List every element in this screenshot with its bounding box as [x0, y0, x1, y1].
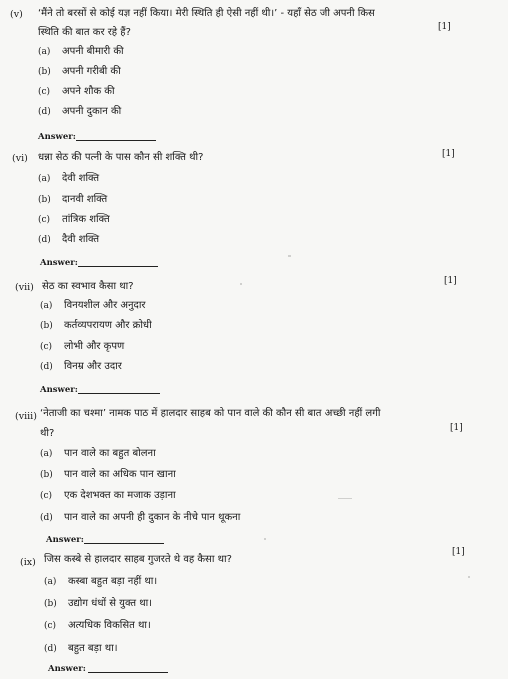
scan-speck	[338, 498, 352, 499]
option-label: (b)	[40, 470, 53, 480]
question-text-line1: जिस कस्बे से हालदार साहब गुजरते थे वह कैसा था?	[44, 554, 232, 565]
option-text: उद्योग धंधों से युक्त था।	[68, 598, 152, 609]
option-label: (b)	[40, 321, 53, 331]
question-number: (v)	[10, 9, 23, 20]
option-d[interactable]	[40, 359, 122, 375]
question-text-line1: धन्ना सेठ की पत्नी के पास कौन सी शक्ति थी?	[38, 152, 204, 163]
option-label: (a)	[38, 47, 51, 57]
option-label: (c)	[38, 215, 51, 225]
option-a[interactable]	[40, 298, 146, 314]
option-text: लोभी और कृपण	[64, 341, 125, 352]
option-label: (a)	[44, 577, 57, 587]
question-text-line1: ‘मैंने तो बरसों से कोई यज्ञ नहीं किया। मेरी स्थिति ही ऐसी नहीं थी।’ - यहाँ सेठ जी अपनी किस	[38, 8, 375, 19]
option-d[interactable]	[38, 232, 99, 248]
answer-line[interactable]	[88, 672, 168, 673]
option-c[interactable]	[40, 339, 124, 355]
scan-speck	[264, 538, 266, 540]
option-text: अपनी गरीबी की	[62, 66, 121, 77]
question-text-line1: ‘नेताजी का चश्मा’ नामक पाठ में हालदार साहब को पान वाले की कौन सी बात अच्छी नहीं लगी	[40, 408, 381, 419]
option-label: (b)	[38, 195, 51, 205]
scan-speck	[468, 576, 470, 578]
option-label: (c)	[40, 491, 53, 501]
scan-speck	[288, 255, 291, 257]
option-label: (d)	[38, 107, 51, 117]
option-text: विनम्र और उदार	[64, 361, 122, 372]
option-text: अत्यधिक विकसित था।	[68, 620, 151, 631]
marks-label: [1]	[438, 22, 451, 32]
question-text-line1: सेठ का स्वभाव कैसा था?	[42, 281, 134, 292]
option-label: (d)	[38, 235, 51, 245]
option-label: (c)	[38, 87, 51, 97]
option-text: पान वाले का अपनी ही दुकान के नीचे पान थूकना	[64, 512, 241, 523]
answer-line[interactable]	[78, 393, 160, 394]
option-text: तांत्रिक शक्ति	[62, 214, 110, 225]
question-text-line2: स्थिति की बात कर रहे हैं?	[38, 27, 131, 38]
option-b[interactable]	[38, 192, 107, 208]
option-b[interactable]	[44, 596, 152, 612]
option-a[interactable]	[44, 574, 157, 590]
question-number: (vi)	[12, 153, 28, 164]
answer-label: Answer:	[46, 535, 84, 545]
answer-line[interactable]	[76, 140, 156, 141]
option-text: कर्तव्यपरायण और क्रोधी	[64, 320, 152, 331]
question-text-line2: थी?	[40, 428, 55, 439]
option-label: (d)	[40, 362, 53, 372]
option-text: अपनी दुकान की	[62, 106, 122, 117]
answer-label: Answer:	[40, 258, 78, 268]
option-label: (c)	[40, 342, 53, 352]
option-c[interactable]	[40, 488, 176, 504]
marks-label: [1]	[442, 149, 455, 159]
question-number: (vii)	[15, 282, 34, 293]
option-label: (d)	[40, 513, 53, 523]
answer-label: Answer:	[38, 132, 76, 142]
option-c[interactable]	[38, 84, 115, 100]
option-a[interactable]	[38, 44, 124, 60]
option-label: (c)	[44, 621, 57, 631]
option-d[interactable]	[40, 510, 240, 526]
option-c[interactable]	[44, 618, 151, 634]
marks-label: [1]	[444, 276, 457, 286]
question-number: (ix)	[20, 557, 36, 568]
scan-speck	[240, 283, 242, 285]
option-text: कस्बा बहुत बड़ा नहीं था।	[68, 576, 158, 587]
option-b[interactable]	[40, 467, 176, 483]
option-text: विनयशील और अनुदार	[64, 300, 146, 311]
option-label: (a)	[40, 301, 53, 311]
option-a[interactable]	[38, 171, 99, 187]
answer-label: Answer:	[40, 385, 78, 395]
option-d[interactable]	[38, 104, 121, 120]
option-label: (a)	[40, 449, 53, 459]
option-text: पान वाले का अधिक पान खाना	[64, 469, 176, 480]
marks-label: [1]	[450, 423, 463, 433]
option-text: अपनी बीमारी की	[62, 46, 124, 57]
option-b[interactable]	[40, 318, 152, 334]
option-text: एक देशभक्त का मजाक उड़ाना	[64, 490, 176, 501]
answer-label: Answer:	[48, 664, 86, 674]
answer-line[interactable]	[78, 266, 158, 267]
option-a[interactable]	[40, 446, 156, 462]
option-text: बहुत बड़ा था।	[68, 643, 118, 654]
question-number: (viii)	[15, 411, 37, 422]
option-b[interactable]	[38, 64, 121, 80]
option-label: (d)	[44, 644, 57, 654]
option-label: (b)	[44, 599, 57, 609]
option-d[interactable]	[44, 641, 118, 657]
option-text: पान वाले का बहुत बोलना	[64, 448, 156, 459]
option-text: दैवी शक्ति	[62, 234, 100, 245]
option-label: (b)	[38, 67, 51, 77]
option-text: अपने शौक की	[62, 86, 115, 97]
option-label: (a)	[38, 174, 51, 184]
marks-label: [1]	[452, 547, 465, 557]
option-text: दानवी शक्ति	[62, 194, 108, 205]
option-text: देवी शक्ति	[62, 173, 100, 184]
answer-line[interactable]	[84, 543, 164, 544]
option-c[interactable]	[38, 212, 110, 228]
